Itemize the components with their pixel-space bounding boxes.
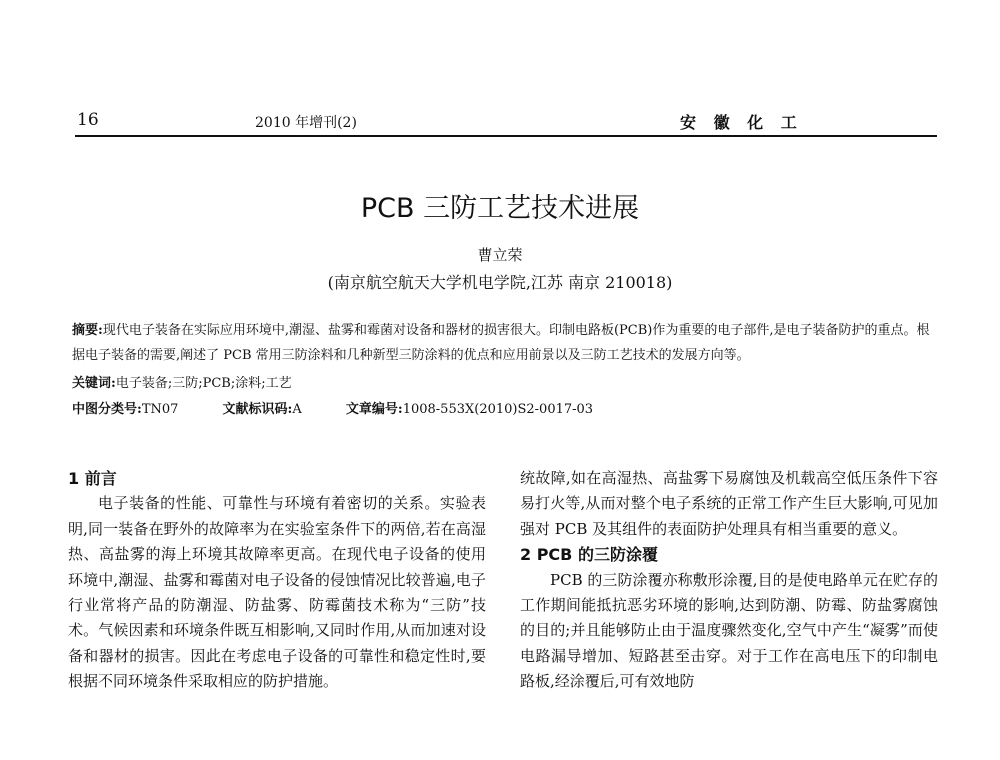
keywords-text: 电子装备;三防;PCB;涂料;工艺 — [115, 376, 292, 391]
left-column — [68, 466, 486, 695]
keywords-label: 关键词: — [72, 376, 116, 391]
article-no-value: 1008-553X(2010)S2-0017-03 — [402, 402, 594, 417]
abstract-label: 摘要: — [72, 323, 103, 338]
doc-code-value: A — [292, 402, 302, 417]
section-1-heading: 1 前言 — [68, 469, 117, 488]
page-number: 16 — [77, 110, 99, 130]
journal-name: 安 徽 化 工 — [680, 113, 803, 132]
section-1-paragraph: 电子装备的性能、可靠性与环境有着密切的关系。实验表明,同一装备在野外的故障率为在实验室条件下的两倍,若在高湿热、高盐雾的海上环境其故障率更高。在现代电子设备的使用环境中,潮湿、盐雾和霉菌对电子设备的侵蚀情况比较普遍,电子行业常将产品的防潮湿、防盐雾、防霉菌技术称为“三防”技术。气候因素和环境条件既互相影响,又同时作用,从而加速对设备和器材的损害。因此在考虑电子设备的可靠性和稳定性时,要根据不同环境条件采取相应的防护措施。 — [68, 494, 486, 691]
clc-value: TN07 — [141, 402, 179, 417]
affiliation: (南京航空航天大学机电学院,江苏 南京 210018) — [327, 273, 673, 292]
right-column — [520, 466, 938, 695]
clc-label: 中图分类号: — [72, 402, 142, 417]
doc-code-label: 文献标识码: — [222, 402, 293, 417]
abstract-text: 现代电子装备在实际应用环境中,潮湿、盐雾和霉菌对设备和器材的损害很大。印制电路板(PCB)作为重要的电子部件,是电子装备防护的重点。根据电子装备的需要,阐述了 PCB 常用三防涂料和几种新型三防涂料的优点和应用前景以及三防工艺技术的发展方向等。 — [72, 323, 930, 363]
header-rule — [75, 135, 937, 137]
author: 曹立荣 — [477, 246, 523, 264]
classification-line — [72, 398, 633, 417]
right-paragraph-1: 统故障,如在高湿热、高盐雾下易腐蚀及机载高空低压条件下容易打火等,从而对整个电子系统的正常工作产生巨大影响,可见加强对 PCB 及其组件的表面防护处理具有相当重要的意义。 — [520, 469, 938, 538]
issue-label: 2010 年增刊(2) — [255, 115, 357, 131]
article-no-label: 文章编号: — [345, 402, 403, 417]
abstract — [72, 318, 938, 368]
section-2-heading: 2 PCB 的三防涂覆 — [520, 545, 658, 565]
section-2-paragraph: PCB 的三防涂覆亦称敷形涂覆,目的是使电路单元在贮存的工作期间能抵抗恶劣环境的影响,达到防潮、防霉、防盐雾腐蚀的目的;并且能够防止由于温度骤然变化,空气中产生“凝雾”而使电路漏导增加、短路甚至击穿。对于工作在高电压下的印制电路板,经涂覆后,可有效地防 — [520, 570, 938, 691]
article-title: PCB 三防工艺技术进展 — [360, 193, 640, 224]
keywords — [72, 372, 292, 391]
